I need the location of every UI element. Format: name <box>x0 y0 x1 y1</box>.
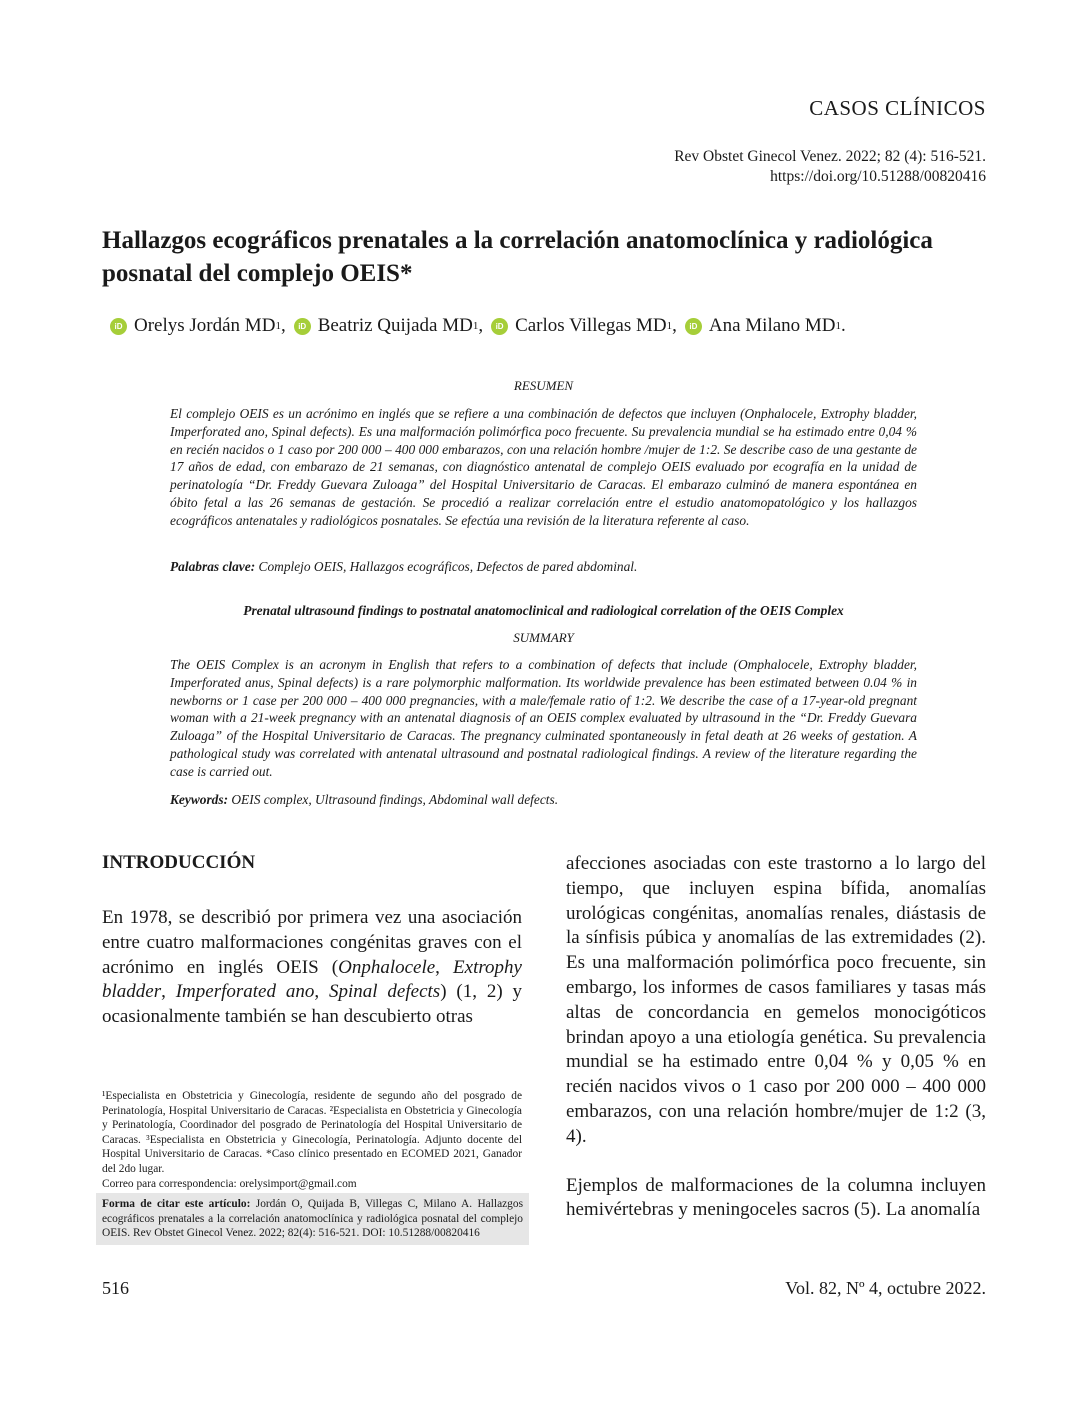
citation-box <box>96 1193 529 1245</box>
palabras-clave <box>170 559 917 575</box>
article-title: Hallazgos ecográficos prenatales a la correlación anatomoclínica y radiológica posnatal del complejo OEIS* <box>102 227 933 287</box>
text-run: , <box>161 981 176 1003</box>
author-name: Carlos Villegas MD <box>515 315 667 336</box>
resumen-heading: RESUMEN <box>513 378 574 393</box>
text-run-italic: Imperforated ano <box>175 981 315 1003</box>
section-label: CASOS CLÍNICOS <box>809 96 986 120</box>
orcid-icon[interactable]: iD <box>294 318 311 335</box>
author-name: Ana Milano MD <box>708 315 836 336</box>
journal-reference: Rev Obstet Ginecol Venez. 2022; 82 (4): 516-521. <box>674 148 986 165</box>
text-run-italic: Extrophy bladder <box>102 956 522 1003</box>
keywords <box>170 792 917 808</box>
affiliations: ¹Especialista en Obstetricia y Ginecología, residente de segundo año del posgrado de Perinatología, Hospital Universitario de Caracas. ²Especialista en Obstetricia y Ginecología y Perinatología, Coordinador del posgrado de Perinatología del Hospital Universitario de Caracas. ³Especialista en Obstetricia y Ginecología, Perinatología. Adjunto docente del Hospital Universitario de Caracas. *Caso clínico presentado en ECOMED 2021, Ganador del 2do lugar. <box>102 1090 522 1175</box>
author-separator: , <box>478 315 484 336</box>
english-title: Prenatal ultrasound findings to postnatal anatomoclinical and radiological correlation of the OEIS Complex <box>243 603 844 618</box>
text-run: , <box>435 956 454 978</box>
citation-text: Jordán O, Quijada B, Villegas C, Milano A. Hallazgos ecográficos prenatales a la correlación anatomoclínica y radiológica posnatal del complejo OEIS. Rev Obstet Ginecol Venez. 2022; 82(4): 516-521. DOI: 10.51288/00820416 <box>102 1198 524 1240</box>
doi-link[interactable]: https://doi.org/10.51288/00820416 <box>770 168 986 185</box>
intro-paragraph: Ejemplos de malformaciones de la columna incluyen hemivértebras y meningoceles sacros (5). La anomalía <box>566 1174 986 1221</box>
author-2[interactable]: iD Beatriz Quijada MD 1 , <box>294 315 491 337</box>
author-name: Beatriz Quijada MD <box>317 315 473 336</box>
orcid-icon[interactable]: iD <box>491 318 508 335</box>
text-run-italic: Onphalocele <box>338 956 436 978</box>
orcid-icon[interactable]: iD <box>110 318 127 335</box>
issue-info: Vol. 82, Nº 4, octubre 2022. <box>785 1278 986 1298</box>
summary-heading: SUMMARY <box>513 630 574 645</box>
right-column-text <box>566 852 986 1223</box>
keywords-label: Keywords: <box>170 792 229 807</box>
orcid-icon[interactable]: iD <box>685 318 702 335</box>
keywords-text: OEIS complex, Ultrasound findings, Abdominal wall defects. <box>231 792 559 807</box>
author-3[interactable]: iD Carlos Villegas MD 1 , <box>491 315 685 337</box>
author-separator: . <box>841 315 846 336</box>
correspondence: Correo para correspondencia: orelysimport@gmail.com <box>102 1177 357 1190</box>
author-1[interactable]: iD Orelys Jordán MD 1 , <box>110 315 294 337</box>
resumen-text: El complejo OEIS es un acrónimo en inglés que se refiere a una combinación de defectos que incluyen (Onphalocele, Extrophy bladder, Imperforated ano, Spinal defects). Es una malformación polimórfica poco frecuente. Su prevalencia mundial se ha estimado entre 0,04 % en recién nacidos o 1 caso por 200 000 – 400 000 embarazos, con una relación hombre /mujer de 1:2. Se describe caso de una gestante de 17 años de edad, con embarazo de 21 semanas, con diagnóstico antenatal de complejo OEIS evaluado por ecografía en la unidad de perinatología “Dr. Freddy Guevara Zuloaga” del Hospital Universitario de Caracas. El embarazo culminó de manera espontánea en óbito fetal a las 26 semanas de gestación. Se procedió a realizar correlación entre el estudio anatomopatológico y los hallazgos ecográficos antenatales y radiológicos posnatales. Se efectúa una revisión de la literatura referente al caso. <box>170 406 917 528</box>
author-list <box>110 315 970 337</box>
author-name: Orelys Jordán MD <box>134 315 276 336</box>
text-run-italic: Spinal defects <box>329 981 441 1003</box>
author-separator: , <box>280 315 286 336</box>
text-run: , <box>314 981 329 1003</box>
page-number: 516 <box>102 1278 129 1298</box>
summary-text: The OEIS Complex is an acronym in English that refers to a combination of defects that include (Omphalocele, Extrophy bladder, Imperforated anus, Spinal defects) is a rare polymorphic malformation. Its worldwide prevalence has been estimated between 0.04 % in newborns or 1 case per 200 000 – 400 000 pregnancies, with a male/female ratio of 1:2. We describe the case of a 17-year-old pregnant woman with a 21-week pregnancy with an antenatal diagnosis of an OEIS complex evaluated by ultrasound in the “Dr. Freddy Guevara Zuloaga” of the Hospital Universitario de Caracas. The pregnancy culminated spontaneously in fetal death at 26 weeks of gestation. A pathological study was correlated with antenatal ultrasound and postnatal radiological findings. A review of the literature regarding the case is carried out. <box>170 657 917 779</box>
text-run: ) (1, 2) y ocasionalmente también se han descubierto otras <box>102 981 523 1028</box>
keywords-label: Palabras clave: <box>170 559 256 574</box>
intro-paragraph <box>102 906 522 1030</box>
author-4[interactable]: iD Ana Milano MD 1 . <box>685 315 846 337</box>
keywords-text: Complejo OEIS, Hallazgos ecográficos, Defectos de pared abdominal. <box>258 559 638 574</box>
introduccion-heading: INTRODUCCIÓN <box>102 852 256 873</box>
left-column-text <box>102 906 522 1030</box>
footnotes <box>102 1089 522 1191</box>
intro-paragraph: afecciones asociadas con este trastorno a lo largo del tiempo, que incluyen espina bífida, anomalías urológicas congénitas, anomalías renales, diástasis de la sínfisis púbica y anomalías de las extremidades (2). Es una malformación polimórfica poco frecuente, sin embargo, los informes de casos familiares y tasas más altas de concordancia en gemelos monocigóticos brindan apoyo a una etiología genética. Su prevalencia mundial se ha estimado entre 0,04 % y 0,05 % en recién nacidos vivos o 1 caso por 200 000 – 400 000 embarazos, con una relación hombre/mujer de 1:2 (3, 4). <box>566 853 986 1147</box>
citation-label: Forma de citar este artículo: <box>102 1198 251 1210</box>
author-separator: , <box>672 315 677 336</box>
text-run: En 1978, se describió por primera vez una asociación entre cuatro malformaciones congénitas graves con el acrónimo en inglés OEIS ( <box>102 907 522 978</box>
